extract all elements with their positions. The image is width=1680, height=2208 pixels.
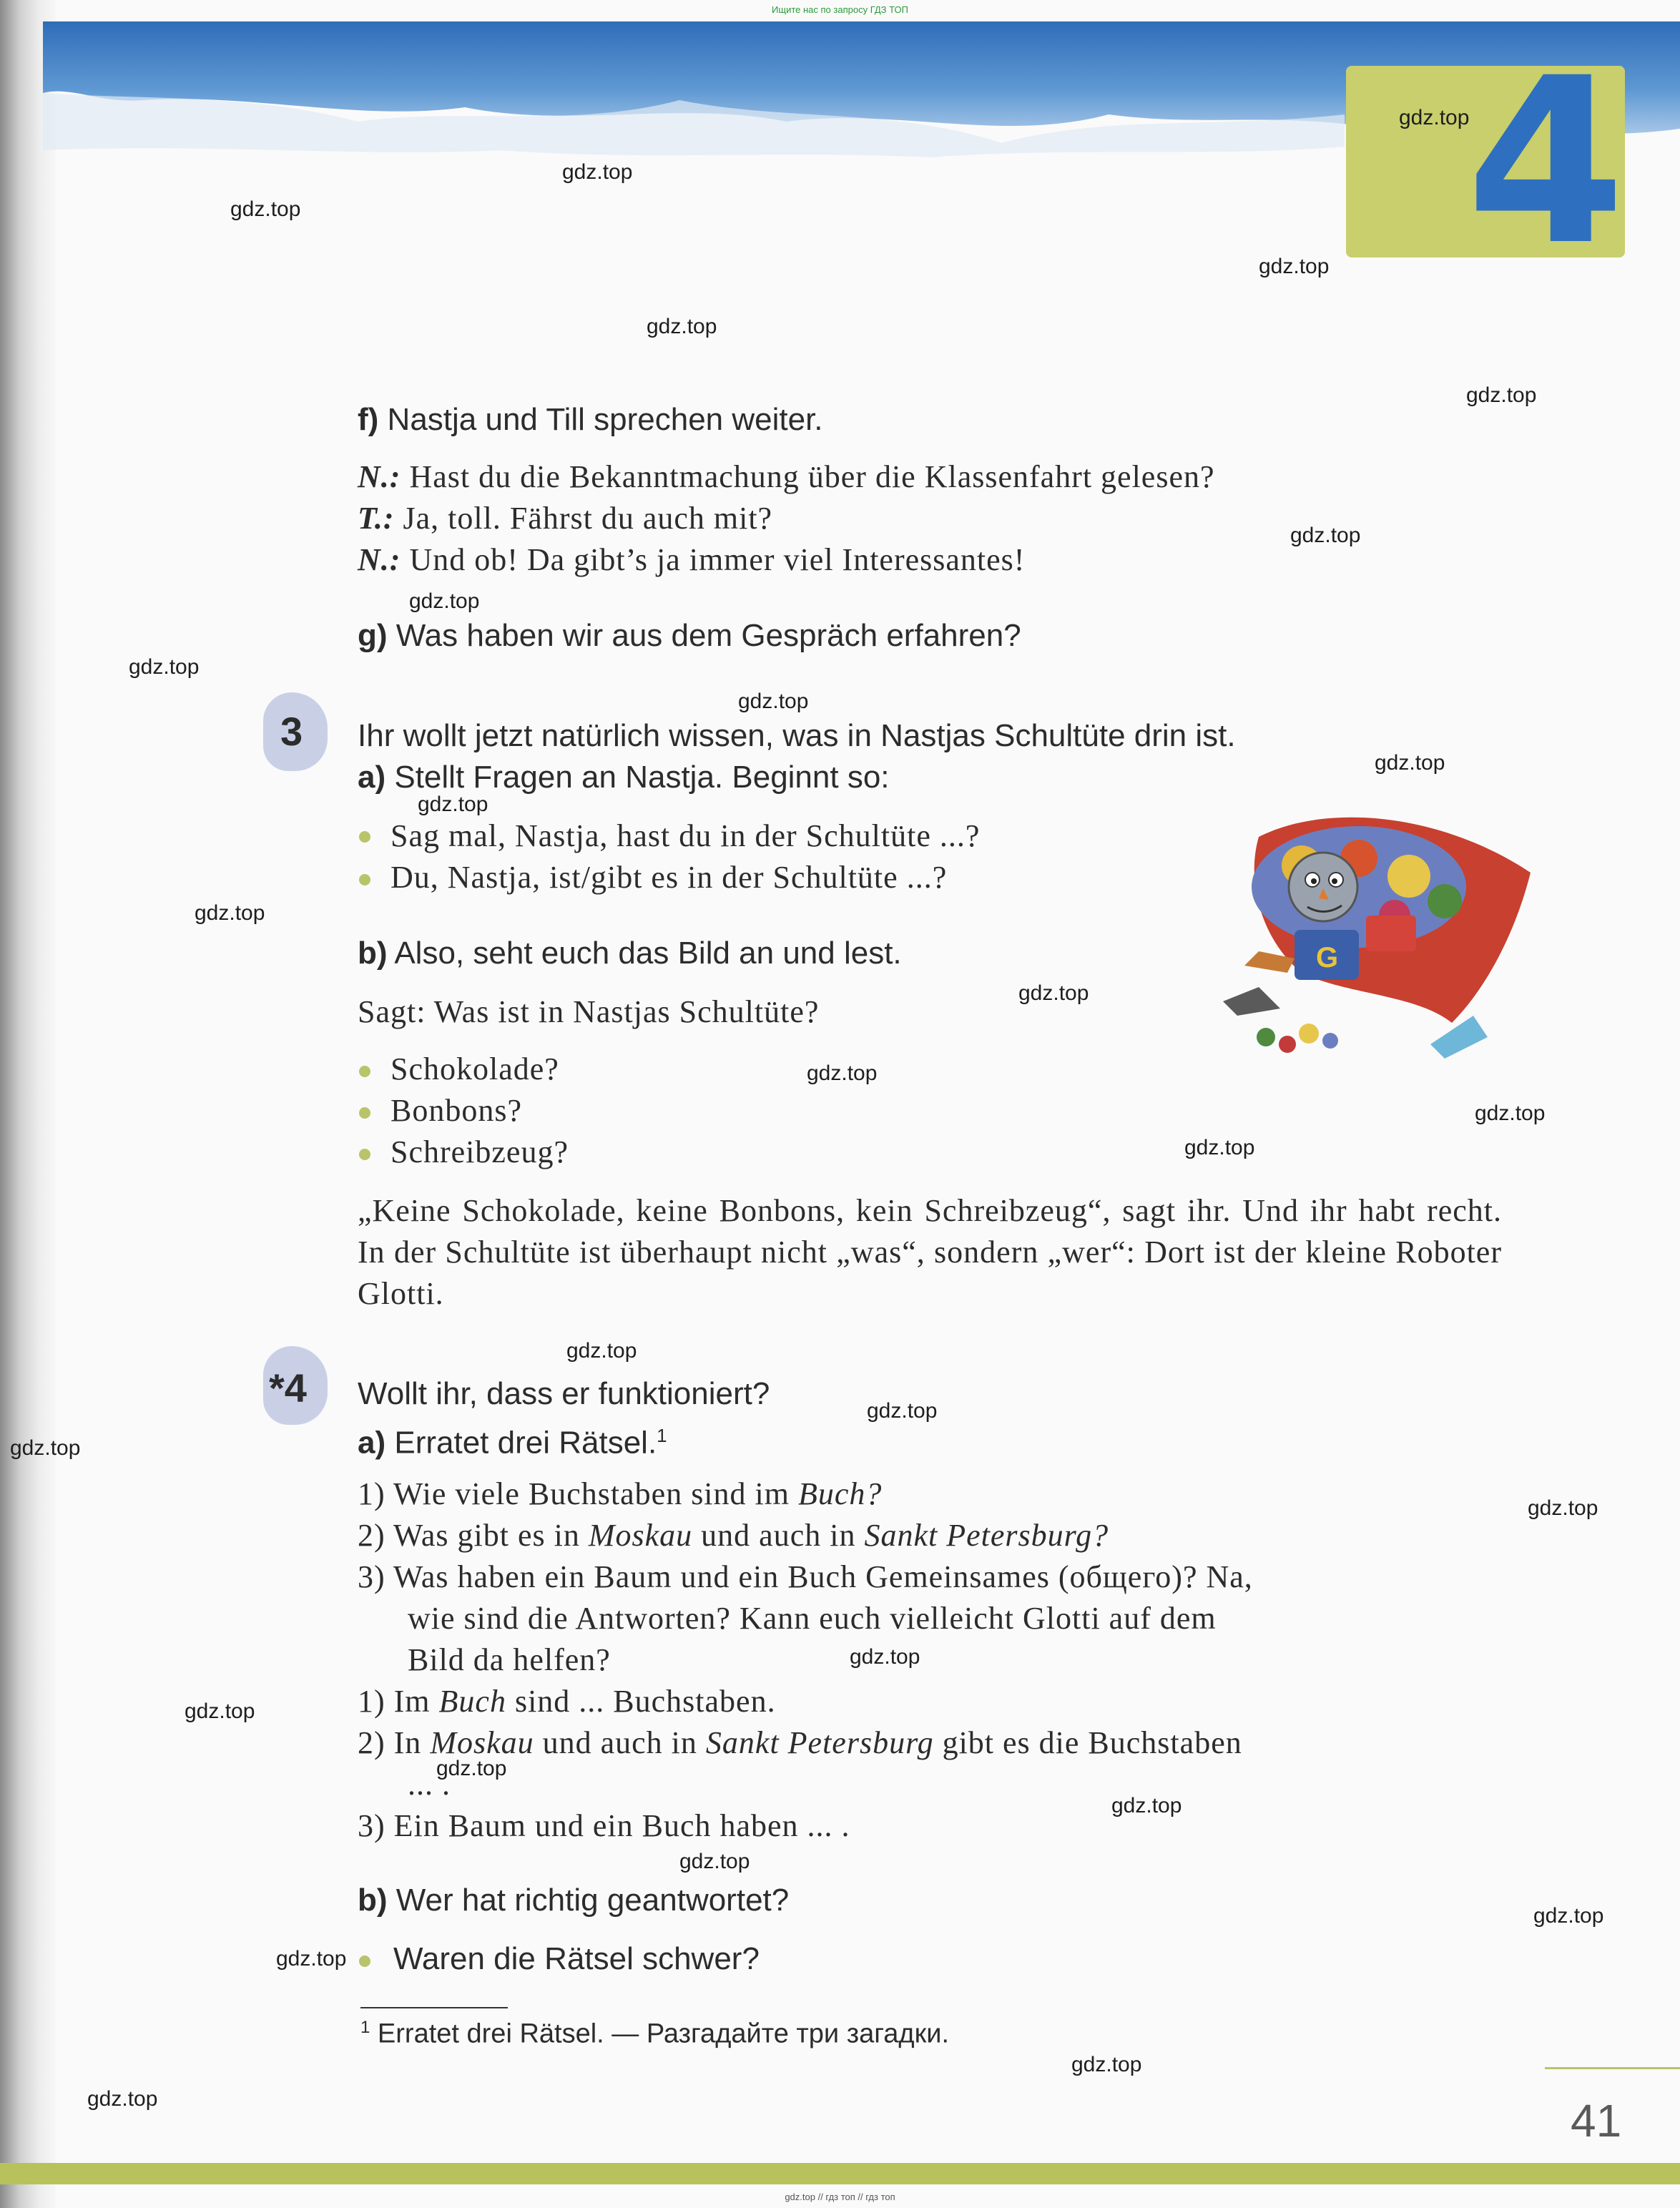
task2-f-text: Nastja und Till sprechen weiter. (387, 402, 823, 437)
watermark: gdz.top (195, 901, 265, 925)
task3-b: b) Also, seht euch das Bild an und lest. (358, 936, 902, 971)
top-note: Ищите нас по запросу ГДЗ ТОП (772, 4, 908, 15)
bullet-icon (359, 1107, 370, 1119)
watermark: gdz.top (1018, 981, 1089, 1005)
bullet-icon (359, 1956, 370, 1967)
chapter-number: 4 (1466, 29, 1626, 295)
bottom-color-bar (0, 2163, 1680, 2184)
bullet-icon (359, 1066, 370, 1077)
task2-f (358, 401, 823, 439)
footnote: $^1$ Erratet drei Rätsel. — Разгадайте три загадки. (360, 2018, 950, 2049)
task3-a-item-1: Sag mal, Nastja, hast du in der Schultüte ...? (390, 818, 981, 853)
watermark: gdz.top (850, 1645, 920, 1669)
dialogue-line-3: N.: Und ob! Da gibt’s ja immer viel Interessantes! (358, 542, 1026, 577)
task3-a: a) Stellt Fragen an Nastja. Beginnt so: (358, 760, 890, 795)
task3-a-item-2: Du, Nastja, ist/gibt es in der Schultüte ...? (390, 860, 948, 895)
watermark: gdz.top (807, 1061, 878, 1085)
watermark: gdz.top (1466, 383, 1537, 407)
footnote-rule (360, 2007, 508, 2008)
watermark: gdz.top (867, 1399, 938, 1423)
watermark: gdz.top (1111, 1794, 1182, 1817)
task2-f-label: f) (358, 402, 379, 437)
task4-b: b) Wer hat richtig geantwortet? (358, 1883, 790, 1918)
task3-intro: Ihr wollt jetzt natürlich wissen, was in Nastjas Schultüte drin ist. (358, 718, 1236, 753)
answer-2-line-2: ... . (408, 1767, 451, 1802)
watermark: gdz.top (562, 160, 633, 184)
riddle-1: 1) Wie viele Buchstaben sind im Buch? (358, 1476, 883, 1511)
bullet-icon (359, 1149, 370, 1160)
watermark: gdz.top (418, 793, 488, 816)
watermark: gdz.top (679, 1850, 750, 1873)
watermark: gdz.top (129, 655, 200, 679)
task3-b-item-3: Schreibzeug? (390, 1134, 569, 1169)
watermark: gdz.top (647, 315, 717, 338)
watermark: gdz.top (1259, 255, 1330, 278)
svg-text:G: G (1316, 942, 1339, 973)
task4-a: a) Erratet drei Rätsel.$^1$ (358, 1425, 667, 1461)
riddle-3-line-3: Bild da helfen? (408, 1642, 611, 1677)
page-number-rule (1545, 2067, 1680, 2069)
task3-question: Sagt: Was ist in Nastjas Schultüte? (358, 994, 820, 1029)
watermark: gdz.top (10, 1436, 81, 1460)
task3-b-item-2: Bonbons? (390, 1093, 522, 1128)
watermark: gdz.top (738, 690, 809, 713)
watermark: gdz.top (566, 1339, 637, 1363)
watermark: gdz.top (1533, 1904, 1604, 1928)
task3-b-item-1: Schokolade? (390, 1051, 559, 1086)
watermark: gdz.top (409, 589, 480, 613)
watermark: gdz.top (1184, 1136, 1255, 1159)
task4-intro: Wollt ihr, dass er funktioniert? (358, 1376, 770, 1411)
watermark: gdz.top (1528, 1496, 1598, 1520)
robot-schultuete-illustration (1216, 808, 1545, 1080)
watermark: gdz.top (1290, 524, 1361, 547)
bullet-icon (359, 874, 370, 885)
watermark: gdz.top (1399, 106, 1470, 129)
watermark: gdz.top (436, 1757, 507, 1780)
watermark: gdz.top (230, 197, 301, 221)
riddle-2: 2) Was gibt es in Moskau und auch in Sankt Petersburg? (358, 1518, 1109, 1553)
bullet-icon (359, 831, 370, 843)
page-number: 41 (1571, 2095, 1622, 2146)
riddle-3-line-2: wie sind die Antworten? Kann euch vielleicht Glotti auf dem (408, 1601, 1217, 1636)
task3-number: 3 (280, 709, 303, 754)
watermark: gdz.top (1475, 1101, 1546, 1125)
answer-1: 1) Im Buch sind ... Buchstaben. (358, 1684, 776, 1719)
watermark: gdz.top (185, 1699, 255, 1723)
bottom-note: gdz.top // гдз топ // гдз топ (785, 2192, 895, 2202)
page-gutter-shadow (0, 0, 56, 2208)
riddle-3-line-1: 3) Was haben ein Baum und ein Buch Gemeinsames (общего)? Na, (358, 1559, 1253, 1594)
dialogue-line-1: N.: Hast du die Bekanntmachung über die Klassenfahrt gelesen? (358, 459, 1215, 494)
answer-2: 2) In Moskau und auch in Sankt Petersburg gibt es die Buchstaben (358, 1725, 1242, 1760)
task2-g: g) Was haben wir aus dem Gespräch erfahren? (358, 618, 1021, 653)
task3-paragraph: „Keine Schokolade, keine Bonbons, kein Schreibzeug“, sagt ihr. Und ihr habt recht. In der Schultüte ist überhaupt nicht „was“, sondern „wer“: Dort ist der kleine Roboter Glotti. (358, 1193, 1502, 1311)
watermark: gdz.top (87, 2087, 158, 2111)
dialogue-line-2: T.: Ja, toll. Fährst du auch mit? (358, 501, 773, 536)
task4-b-item: Waren die Rätsel schwer? (393, 1941, 760, 1976)
watermark: gdz.top (1071, 2053, 1142, 2076)
watermark: gdz.top (276, 1947, 347, 1971)
task4-number: *4 (269, 1365, 307, 1410)
watermark: gdz.top (1375, 751, 1445, 775)
answer-3: 3) Ein Baum und ein Buch haben ... . (358, 1808, 850, 1843)
